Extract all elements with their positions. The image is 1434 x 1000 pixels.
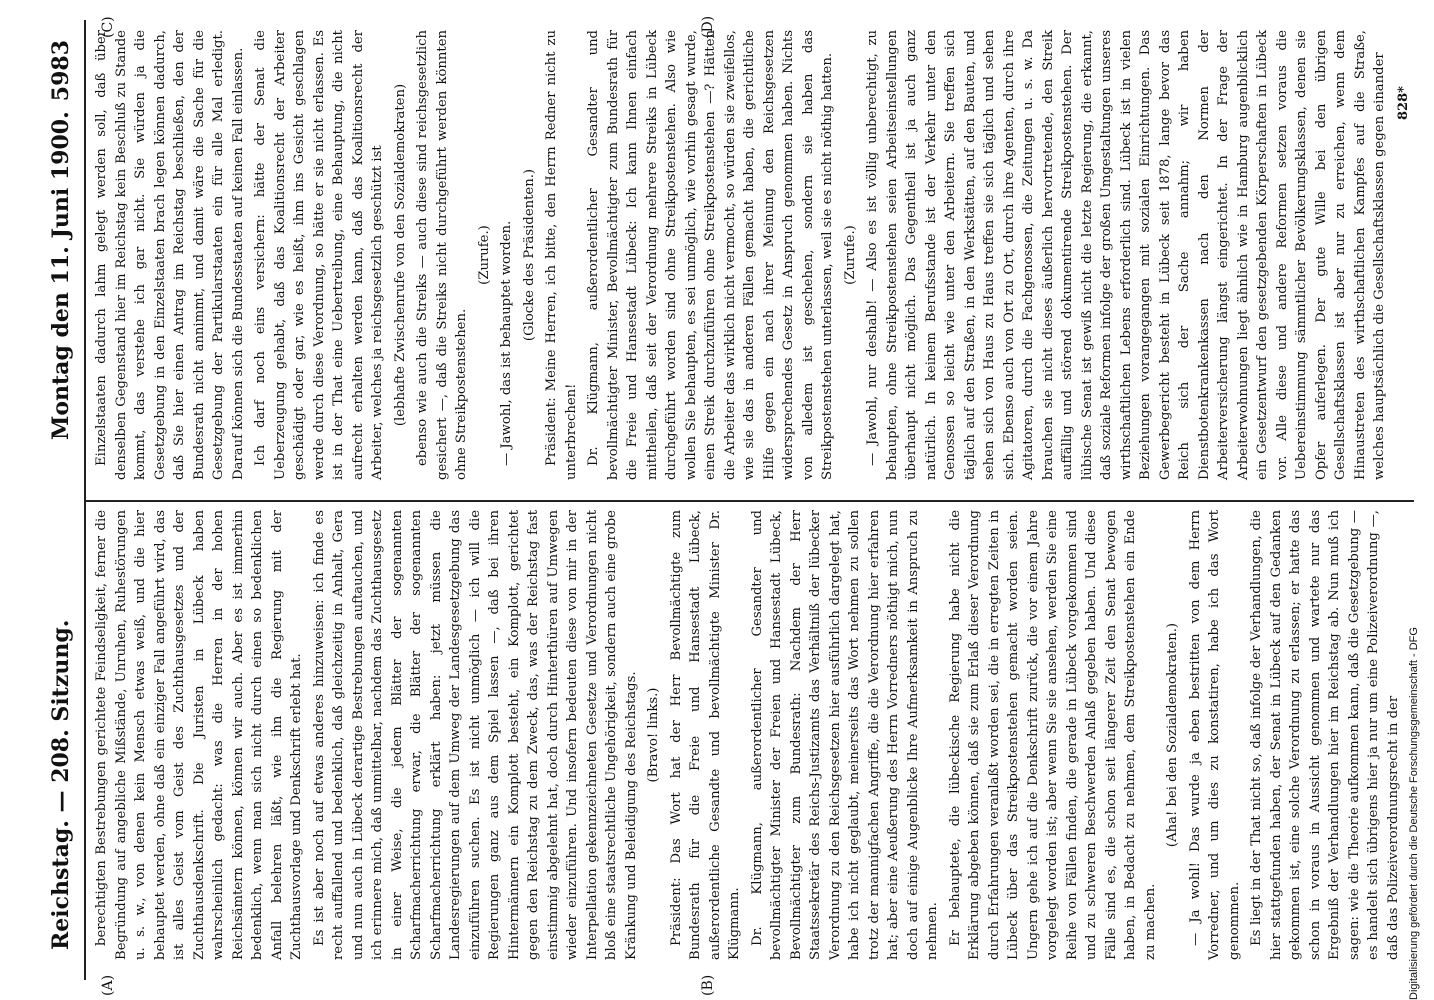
paragraph: Es liegt in der That nicht so, daß infolge der Verhandlungen, die hier stattgefunden haben, der Senat in Lübeck auf den Gedanken gekommen ist, eine solche Verordnung zu erlassen; er hatte das schon in voraus in Aussicht genommen und wartete nur das Ergebniß der Verhandlungen hier im Reichstag ab. Nun muß ich sagen: wie die Theorie aufkommen kann, daß die Gesetzgebung — es handelt sich übrigens hier ja nur um eine Polizeiverordnung —, daß das Polizeiverordnungsrecht in der — [1249, 510, 1401, 960]
paragraph: Präsident: Meine Herren, ich bitte, den Herrn Redner nicht zu unterbrechen! — [544, 30, 579, 480]
digitization-credit — [1408, 0, 1420, 1000]
interjection: (lebhafte Zwischenrufe von den Sozialdemokraten) — [392, 83, 408, 427]
paragraph: Es ist aber noch auf etwas anderes hinzuweisen: ich finde es recht auffallend und bedenklich, daß gleichzeitig in Anhalt, Gera und nun auch in Lübeck derartige Bestrebungen auftauchen, und ich erinnere mich, daß unmittelbar, nachdem das Zuchthausgesetz in einer Weise, die jedem Blätter der sogenannten Scharfmacherrichtung erwar, die Blätter der sogenannten Scharfmacherrichtung erklärt haben: jetzt müssen die Landesregierungen auf dem Umweg der Landesgesetzgebung das einzuführen suchen. Es ist nicht unmöglich — ich will die Regierungen ganz aus dem Spiel lassen —, daß bei ihren Hintermännern ein Komplott besteht, ein Komplott, gerichtet gegen den Reichstag zu dem Zweck, das, was der Reichstag fast einstimmig abgelehnt hat, doch durch Hinterthüren auf Umwegen wieder einzuführen. Und insofern bedeuten diese von mir in der Interpellation gekennzeichneten Gesetze und Verordnungen nicht bloß eine staatsrechtliche Ungehörigkeit, sondern auch eine grobe Kränkung und Beleidigung des Reichstags. — [311, 510, 639, 960]
margin-marker-b: (B) — [700, 974, 716, 996]
paragraph: Dr. Klügmann, außerordentlicher Gesandter und bevollmächtigter Minister der Freien und Hansestadt Lübeck, Bevollmächtigter zum Bundesrath: Nachdem der Herr Staatssekretär des Reichs-Justizamts das Verhältniß der lübecker Verordnung zu den Reichsgesetzen hier ausführlich dargelegt hat, habe ich nicht geglaubt, meinerseits das Wort nehmen zu sollen trotz der mannigfachen Angriffe, die die Verordnung hier erfahren hat; aber eine Aeußerung des Herrn Vorredners nöthigt mich, nun doch auf einige Augenblicke Ihre Aufmerksamkeit in Anspruch zu nehmen. — [749, 510, 940, 960]
paragraph: Einzelstaaten dadurch lahm gelegt werden soll, daß über denselben Gegenstand hier im Reichstag kein Beschluß zu Stande kommt, das verstehe ich gar nicht. Sie würden ja die Gesetzgebung in den Einzelstaaten brach legen können dadurch, daß Sie hier einen Antrag im Reichstag beschließen, den der Bundesrath nicht annimmt, und damit wäre die Sache für die Gesetzgebung der Partikularstaaten ein für alle Mal erledigt. Darauf können sich die Bundesstaaten auf keinen Fall einlassen. — [94, 30, 246, 480]
margin-marker-c: (C) — [100, 16, 116, 38]
right-column — [92, 30, 1393, 480]
paragraph: Ich darf noch eins versichern: hätte der Senat die Ueberzeugung gehabt, daß das Koalitionsrecht der Arbeiter geschädigt oder gar, wie es heißt, ihm ins Gesicht geschlagen werde durch diese Verordnung, so hätte er sie nicht erlassen. Es ist in der That eine Uebertreibung, eine Behauptung, die nicht aufrecht erhalten werden kann, daß das Koalitionsrecht der Arbeiter, welches ja reichsgesetzlich geschützt ist — [253, 30, 385, 480]
interjection: (Zurufe.) — [476, 225, 492, 285]
signature-mark: 828* — [1396, 86, 1411, 120]
header-left: Reichstag. — 208. Sitzung. — [48, 619, 74, 950]
header-date: Montag den 11. Juni 1900. — [48, 111, 74, 440]
paragraph: — Jawohl, nur deshalb! — Also es ist völlig unberechtigt, zu behaupten, ohne Streikpostenstehen seien Arbeitseinstellungen überhaupt nicht möglich. Das Gegentheil ist ja auch ganz natürlich. In keinem Berufsstande ist der Verkehr unter den Genossen so leicht wie unter den Arbeitern. Sie treffen sich täglich auf den Straßen, in den Werkstätten, auf den Bauten, und sehen sich von Haus zu Haus treffen sie sich täglich und sehen sich. Ebenso auch von Ort zu Ort, durch ihre Agenten, durch ihre Agitatoren, durch die Fachgenossen, die Zeitungen u. s. w. Da brauchen sie nicht dieses äußerlich hervortretende, den Streik auffällig und störend dokumentirende Streikpostenstehen. Der lübische Senat ist gewiß nicht die letzte Regierung, die erkannt, daß soziale Reformen infolge der großen Umgestaltungen unseres wirthschaftlichen Lebens erforderlich sind. Lübeck ist in vielen Beziehungen vorangegangen mit sozialen Einrichtungen. Das Gewerbegericht besteht in Lübeck seit 1878, lange bevor das Reich sich der Sache annahm; wir haben Dienstbotenkrankenkassen nach den Normen der Arbeiterversicherung längst eingerichtet. In der Frage der Arbeiterwohnungen liegt ähnlich wie in Hamburg augenblicklich ein Gesetzentwurf den gesetzgebenden Körperschaften in Lübeck vor. Alle diese und andere Reformen setzen voraus die Uebereinstimmung sämmtlicher Bevölkerungsklassen, denen sie Opfer auferlegen. Der gute Wille bei den übrigen Gesellschaftsklassen ist aber nur zu erreichen, wenn dem Hinaustreten des wirthschaftlichen Kampfes auf die Straße, welches hauptsächlich die Gesellschaftsklassen gegen einander — [865, 30, 1387, 480]
paragraph: — Ja wohl! Das wurde ja eben bestritten von dem Herrn Vorredner, und um dies zu konstatiren, habe ich das Wort genommen. — [1187, 510, 1242, 960]
interjection: (Zurufe.) — [842, 225, 858, 285]
margin-marker-d: (D) — [700, 15, 716, 38]
page-header — [42, 40, 82, 960]
paragraph: berechtigten Bestrebungen gerichtete Feindseligkeit, ferner die Begründung auf angebliche Mißstände, Unruhen, Ruhestörungen u. s. w., von denen kein Mensch etwas weiß, und die hier behauptet werden, ohne daß ein einziger Fall angeführt wird, das ist alles Geist vom Geist des Zuchthausgesetzes und der Zuchthausdenkschrift. Die Juristen in Lübeck haben wahrscheinlich gedacht: was die Herren in der hohen Reichsämtern können, können wir auch. Aber es ist immerhin bedenklich, wenn man sich nicht durch einen so bedenklichen Anfall belehren läßt, wie ihn die Regierung mit der Zuchthausvorlage und Denkschrift erlebt hat. — [94, 510, 304, 960]
paragraph: Er behauptete, die lübeckische Regierung habe nicht die Erklärung abgeben können, daß sie zum Erlaß dieser Verordnung durch Erfahrungen veranlaßt worden sei, die in erregten Zeiten in Lübeck über das Streikpostenstehen gemacht worden seien. Ungern gehe ich auf die Denkschrift zurück, die vor einem Jahre vorgelegt worden ist; aber wenn Sie sie ansehen, werden Sie eine Reihe von Fällen finden, die gerade in Lübeck vorgekommen sind und zu schweren Beschwerden Anlaß gegeben haben. Und diese Fälle sind es, die schon seit längerer Zeit den Senat bewogen haben, in Bedacht zu nehmen, dem Streikpostenstehen ein Ende zu machen. — [947, 510, 1158, 960]
paragraph: ebenso wie auch die Streiks — auch diese sind reichsgesetzlich gesichert —, daß die Streiks nicht durchgeführt werden könnten ohne Streikpostenstehen. — [415, 30, 469, 480]
interjection: (Aha! bei den Sozialdemokraten.) — [1165, 622, 1180, 848]
interjection: (Bravo! links.) — [646, 687, 661, 783]
paragraph: — Jawohl, das ist behauptet worden. — [499, 220, 514, 466]
page-number: 5983 — [48, 40, 74, 102]
interjection: (Glocke des Präsidenten.) — [521, 168, 537, 342]
margin-marker-a: (A) — [100, 974, 116, 996]
left-column — [92, 510, 1406, 960]
credit-text: Digitalisierung gefördert durch die Deutsche Forschungsgemeinschaft - DFG — [1408, 627, 1420, 1000]
paragraph: Präsident: Das Wort hat der Herr Bevollmächtigte zum Bundesrath für die Freie und Hansestadt Lübeck, außerordentliche Gesandte und bevollmächtigte Minister Dr. Klügmann. — [668, 510, 742, 960]
paragraph: Dr. Klügmann, außerordentlicher Gesandter und bevollmächtigter Minister, Bevollmächtigter zum Bundesrath für die Freie und Hansestadt Lübeck: Ich kann Ihnen einfach mittheilen, daß seit der Verordnung mehrere Streiks in Lübeck durchgeführt worden sind ohne Streikpostenstehen. Also wie wollen Sie behaupten, es sei unmöglich, wie vorhin gesagt wurde, einen Streik durchzuführen ohne Streikpostenstehen —? Hätten die Arbeiter das wirklich nicht vermocht, so würden sie zweifellos, wie sie das in anderen Fällen gemacht haben, die gerichtliche Hilfe gegen ein nach ihrer Meinung den Reichsgesetzen widersprechendes Gesetz in Anspruch genommen haben. Nichts von alledem ist geschehen, sondern sie haben das Streikpostenstehen unterlassen, weil sie es nicht nöthig hatten. — [586, 30, 835, 480]
column-divider — [86, 500, 1414, 502]
